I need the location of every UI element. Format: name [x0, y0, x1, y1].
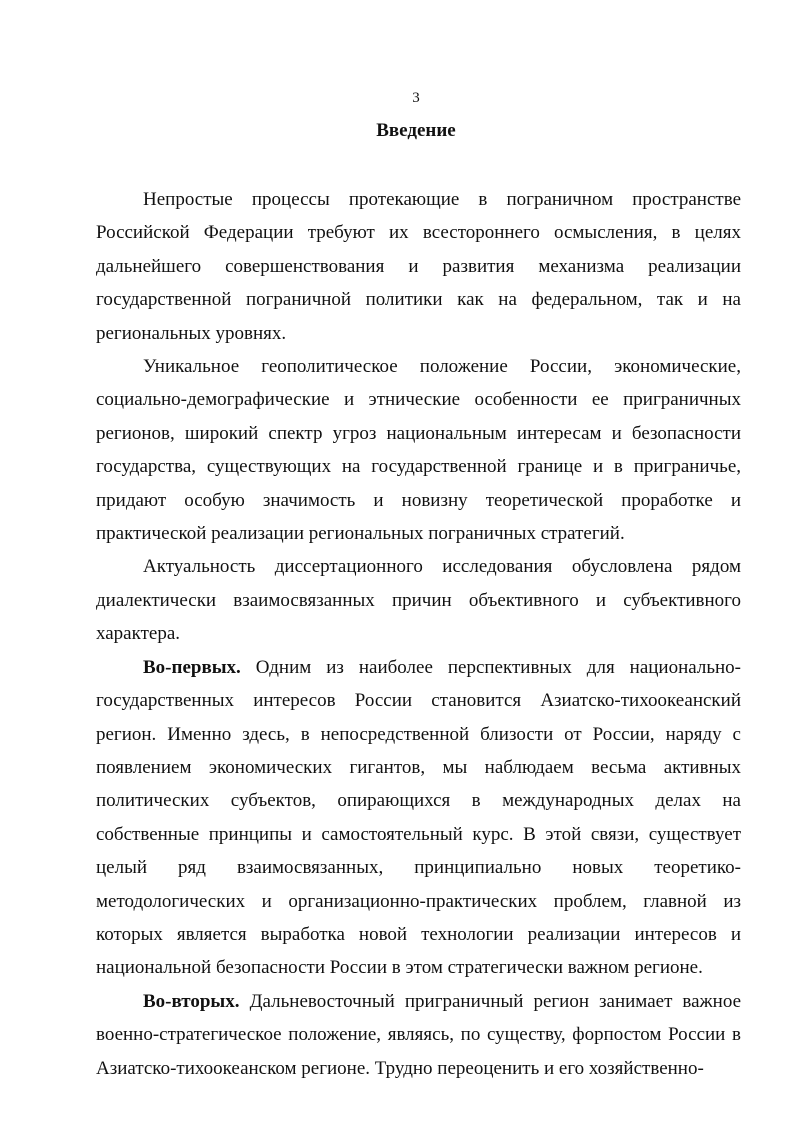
paragraph-text: Дальневосточный приграничный регион занимает важное военно-стратегическое положение, являясь, по существу, форпостом России в Азиатско-тихоокеанском регионе. Трудно переоценить и его хозяйственно-: [96, 990, 742, 1079]
paragraph-text: Непростые процессы протекающие в пограничном пространстве Российской Федерации требуют их всестороннего осмысления, в целях дальнейшего совершенствования и развития механизма реализации государственной пограничной политики как на федеральном, так и на региональных уровнях.: [96, 189, 741, 344]
paragraph: [96, 550, 741, 650]
paragraph: [96, 651, 741, 985]
paragraph-text: Актуальность диссертационного исследования обусловлена рядом диалектически взаимосвязанных причин объективного и субъективного характера.: [96, 556, 741, 645]
paragraph: [96, 183, 741, 350]
paragraph-text: Уникальное геополитическое положение России, экономические, социально-демографические и этнические особенности ее приграничных регионов, широкий спектр угроз национальным интересам и безопасности государства, существующих на государственной границе и в приграничье, придают особую значимость и новизну теоретической проработке и практической реализации региональных пограничных стратегий.: [96, 356, 741, 545]
body-text: [96, 183, 741, 1085]
paragraph: [96, 350, 741, 550]
section-heading: Введение: [376, 120, 456, 141]
paragraph: [96, 985, 741, 1085]
page-number: 3: [412, 90, 420, 106]
paragraph-lead: Во-вторых.: [143, 990, 240, 1012]
paragraph-text: Одним из наиболее перспективных для национально-государственных интересов России становится Азиатско-тихоокеанский регион. Именно здесь, в непосредственной близости от России, наряду с появлением экономических гигантов, мы наблюдаем весьма активных политических субъектов, опирающихся в международных делах на собственные принципы и самостоятельный курс. В этой связи, существует целый ряд взаимосвязанных, принципиально новых теоретико-методологических и организационно-практических проблем, главной из которых является выработка новой технологии реализации интересов и национальной безопасности России в этом стратегически важном регионе.: [96, 656, 741, 979]
paragraph-lead: Во-первых.: [143, 656, 241, 678]
